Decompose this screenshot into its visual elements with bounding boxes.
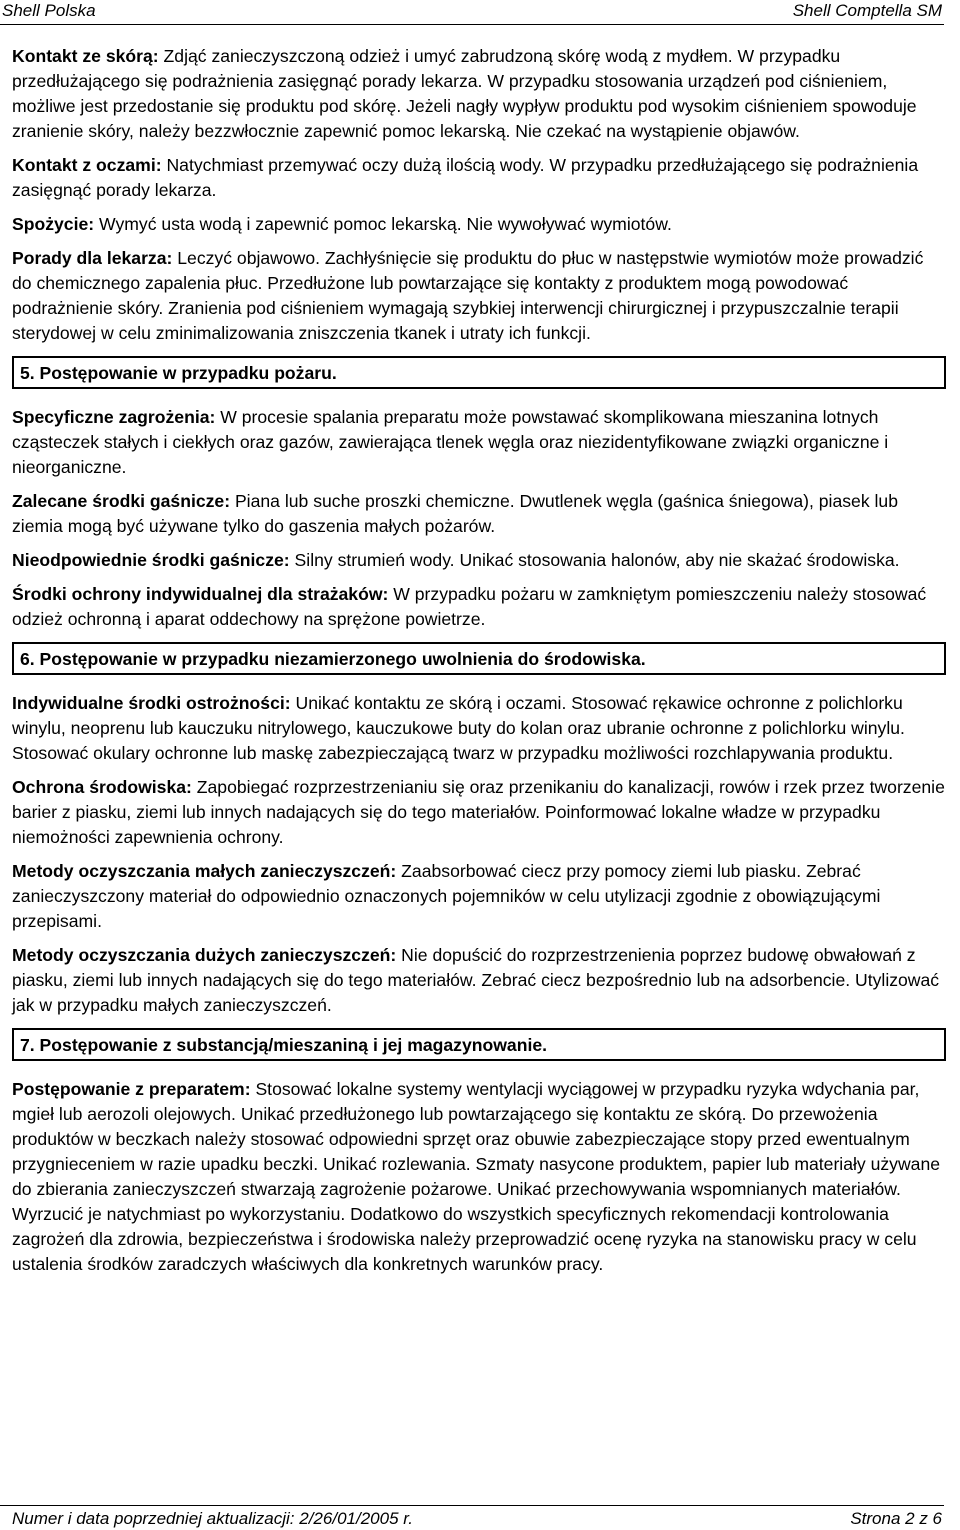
footer-page-number: Strona 2 z 6 (850, 1509, 942, 1528)
footer-revision-info: Numer i data poprzedniej aktualizacji: 2/26/01/2005 r. (12, 1509, 413, 1528)
running-header (0, 0, 944, 25)
paragraph-label: Zalecane środki gaśnicze: (12, 491, 231, 511)
paragraph-text: Natychmiast przemywać oczy dużą ilością wody. W przypadku przedłużającego się podrażnienia zasięgnąć porady lekarza. (12, 155, 919, 200)
paragraph-label: Postępowanie z preparatem: (12, 1079, 251, 1099)
paragraph (12, 489, 946, 539)
paragraph-text: W przypadku pożaru w zamkniętym pomieszczeniu należy stosować odzież ochronną i aparat oddechowy na sprężone powietrze. (12, 584, 927, 629)
paragraph-label: Indywidualne środki ostrożności: (12, 693, 291, 713)
paragraph-label: Nieodpowiednie środki gaśnicze: (12, 550, 290, 570)
paragraph-label: Środki ochrony indywidualnej dla strażaków: (12, 584, 389, 604)
document-body (12, 44, 946, 1286)
paragraph (12, 943, 946, 1018)
paragraph-text: Silny strumień wody. Unikać stosowania halonów, aby nie skażać środowiska. (289, 550, 900, 570)
paragraph (12, 44, 946, 144)
section-heading: 5. Postępowanie w przypadku pożaru. (12, 356, 946, 389)
paragraph (12, 775, 946, 850)
paragraph-text: Nie dopuścić do rozprzestrzenienia poprzez budowę obwałowań z piasku, ziemi lub innych nadających się do tego materiałów. Zebrać ciecz bezpośrednio lub na adsorbencie. Utylizować jak w przypadku małych zanieczyszczeń. (12, 945, 940, 1015)
paragraph (12, 691, 946, 766)
header-company: Shell Polska (2, 1, 96, 20)
paragraph-text: Wymyć usta wodą i zapewnić pomoc lekarską. Nie wywoływać wymiotów. (94, 214, 672, 234)
paragraph-label: Ochrona środowiska: (12, 777, 192, 797)
header-product: Shell Comptella SM (792, 1, 942, 20)
paragraph-text: Stosować lokalne systemy wentylacji wyciągowej w przypadku ryzyka wdychania par, mgieł lub aerozoli olejowych. Unikać przedłużonego lub powtarzającego się kontaktu ze skórą. Do przewożenia produktów w beczkach należy stosować odpowiedni sprzęt oraz obuwie zabezpieczające stopy przed ewentualnym przygnieceniem w razie upadku beczki. Unikać rozlewania. Szmaty nasycone produktem, papier lub materiały używane do zbierania zanieczyszczeń stwarzają zagrożenie pożarowe. Unikać przechowywania wspomnianych materiałów. Wyrzucić je natychmiast po wykorzystaniu. Dodatkowo do wszystkich specyficznych rekomendacji kontrolowania zagrożeń dla zdrowia, bezpieczeństwa i środowiska należy przeprowadzić ocenę ryzyka na stanowisku pracy w celu ustalenia środków zaradczych właściwych dla konkretnych warunków pracy. (12, 1079, 941, 1274)
paragraph-label: Spożycie: (12, 214, 95, 234)
paragraph (12, 1077, 946, 1277)
paragraph (12, 405, 946, 480)
section-heading: 6. Postępowanie w przypadku niezamierzonego uwolnienia do środowiska. (12, 642, 946, 675)
paragraph (12, 246, 946, 346)
paragraph-label: Metody oczyszczania małych zanieczyszczeń: (12, 861, 397, 881)
paragraph (12, 859, 946, 934)
paragraph-text: Zdjąć zanieczyszczoną odzież i umyć zabrudzoną skórę wodą z mydłem. W przypadku przedłużającego się podrażnienia zasięgnąć porady lekarza. W przypadku stosowania urządzeń pod ciśnieniem, możliwe jest przedostanie się produktu pod skórę. Jeżeli nagły wypływ produktu pod wysokim ciśnieniem spowoduje zranienie skóry, należy bezzwłocznie zapewnić pomoc lekarską. Nie czekać na wystąpienie objawów. (12, 46, 917, 141)
paragraph-text: Zapobiegać rozprzestrzenianiu się oraz przenikaniu do kanalizacji, rowów i rzek przez tworzenie barier z piasku, ziemi lub innych nadających się do tego materiałów. Poinformować lokalne władze w przypadku niemożności zapewnienia ochrony. (12, 777, 945, 847)
running-footer (0, 1505, 944, 1530)
paragraph-label: Metody oczyszczania dużych zanieczyszczeń: (12, 945, 397, 965)
paragraph-text: Unikać kontaktu ze skórą i oczami. Stosować rękawice ochronne z polichlorku winylu, neoprenu lub kauczuku nitrylowego, kauczukowe buty do kolan oraz ubranie ochronne z polichlorku winylu. Stosować okulary ochronne lub maskę zabezpieczającą twarz w przypadku możliwości rozchlapywania produktu. (12, 693, 905, 763)
paragraph-text: Zaabsorbować ciecz przy pomocy ziemi lub piasku. Zebrać zanieczyszczony materiał do odpowiednio oznaczonych pojemników w celu utylizacji zgodnie z obowiązującymi przepisami. (12, 861, 881, 931)
paragraph-text: Piana lub suche proszki chemiczne. Dwutlenek węgla (gaśnica śniegowa), piasek lub ziemia mogą być używane tylko do gaszenia małych pożarów. (12, 491, 898, 536)
paragraph (12, 153, 946, 203)
paragraph-text: W procesie spalania preparatu może powstawać skomplikowana mieszanina lotnych cząsteczek stałych i ciekłych oraz gazów, zawierająca tlenek węgla oraz niezidentyfikowane związki organiczne i nieorganiczne. (12, 407, 889, 477)
section-heading: 7. Postępowanie z substancją/mieszaniną i jej magazynowanie. (12, 1028, 946, 1061)
paragraph-label: Kontakt z oczami: (12, 155, 162, 175)
paragraph (12, 212, 946, 237)
paragraph-label: Porady dla lekarza: (12, 248, 173, 268)
paragraph-label: Specyficzne zagrożenia: (12, 407, 216, 427)
paragraph-label: Kontakt ze skórą: (12, 46, 159, 66)
paragraph (12, 582, 946, 632)
paragraph-text: Leczyć objawowo. Zachłyśnięcie się produktu do płuc w następstwie wymiotów może prowadzić do chemicznego zapalenia płuc. Przedłużone lub powtarzające się kontakty z produktem mogą powodować podrażnienie skóry. Zranienia pod ciśnieniem wymagają szybkiej interwencji chirurgicznej i przypuszczalnie terapii sterydowej w celu zminimalizowania zniszczenia tkanek i utraty ich funkcji. (12, 248, 924, 343)
paragraph (12, 548, 946, 573)
